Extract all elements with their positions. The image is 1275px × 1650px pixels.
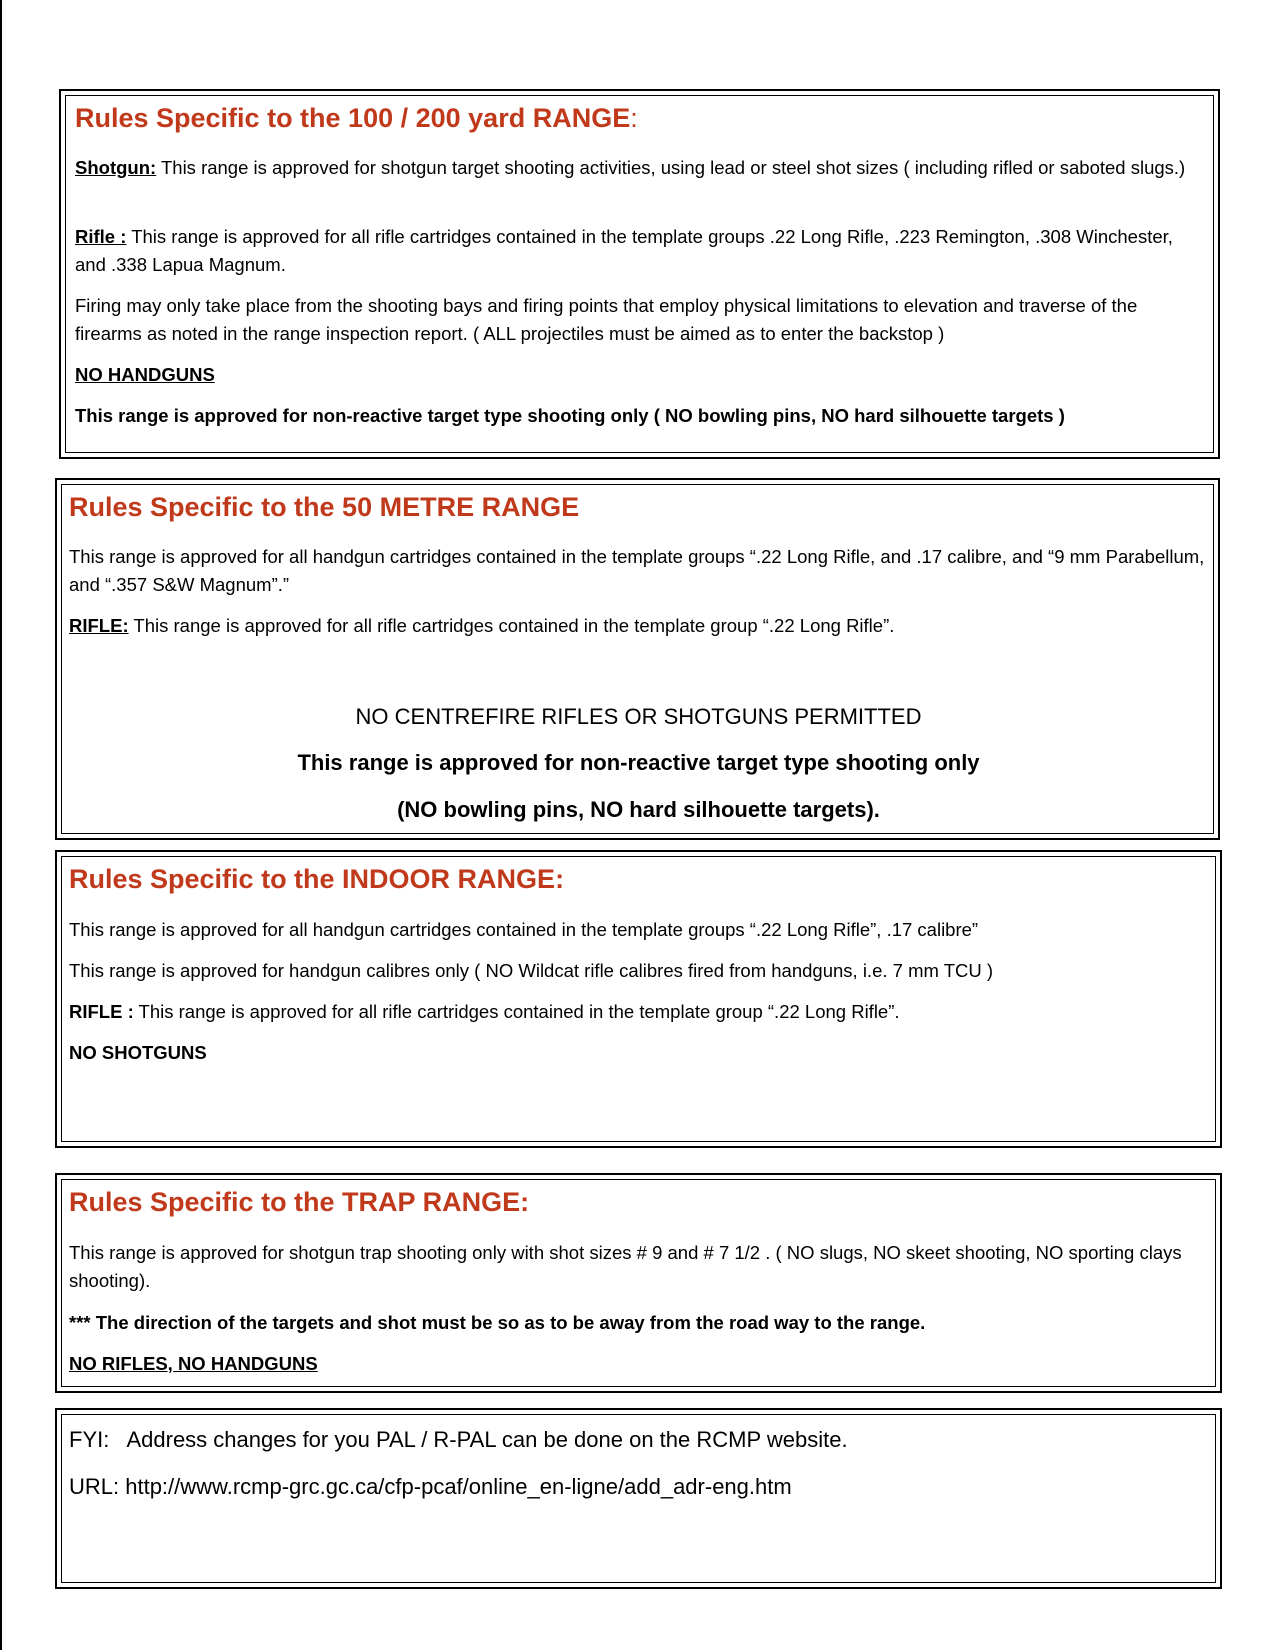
- section-title: Rules Specific to the 50 METRE RANGE: [69, 492, 580, 522]
- shotgun-rule: Shotgun: This range is approved for shotgun target shooting activities, using lead or steel shot sizes ( including rifled or saboted slugs.): [75, 157, 1186, 178]
- no-shotguns-note: NO SHOTGUNS: [69, 1042, 207, 1063]
- no-centrefire-note: NO CENTREFIRE RIFLES OR SHOTGUNS PERMITTED: [355, 704, 922, 729]
- fyi-line: FYI: Address changes for you PAL / R-PAL can be done on the RCMP website.: [69, 1427, 848, 1452]
- rcmp-url: URL: http://www.rcmp-grc.gc.ca/cfp-pcaf/online_en-ligne/add_adr-eng.htm: [69, 1474, 792, 1499]
- section-trap-range: [55, 1173, 1222, 1393]
- section-50-metre-range: [55, 478, 1220, 840]
- handgun-rule: This range is approved for all handgun cartridges contained in the template groups “.22 Long Rifle”, .17 calibre”: [69, 919, 979, 940]
- section-title: Rules Specific to the 100 / 200 yard RANGE:: [75, 103, 638, 133]
- nonreactive-note: This range is approved for non-reactive target type shooting only: [297, 750, 980, 775]
- section-100-200-yard-range: [59, 89, 1220, 459]
- section-title: Rules Specific to the INDOOR RANGE:: [69, 864, 565, 894]
- nonreactive-note-detail: (NO bowling pins, NO hard silhouette targets).: [397, 797, 880, 822]
- rifle-rule: Rifle : This range is approved for all rifle cartridges contained in the template groups .22 Long Rifle, .223 Remington, .308 Winchester, and .338 Lapua Magnum.: [75, 226, 1173, 275]
- handgun-rule: This range is approved for all handgun cartridges contained in the template groups “.22 Long Rifle, and .17 calibre, and “9 mm Parabellum, and “.357 S&W Magnum”.”: [69, 546, 1205, 595]
- section-title: Rules Specific to the TRAP RANGE:: [69, 1187, 530, 1217]
- trap-rule: This range is approved for shotgun trap shooting only with shot sizes # 9 and # 7 1/2 . ( NO slugs, NO skeet shooting, NO sporting clays shooting).: [69, 1242, 1182, 1291]
- nonreactive-note: This range is approved for non-reactive target type shooting only ( NO bowling pins, NO hard silhouette targets ): [75, 405, 1065, 426]
- page-left-edge: [0, 0, 2, 1650]
- fyi-label: FYI:: [69, 1427, 110, 1452]
- inner-border: [61, 484, 1214, 834]
- firing-rule: Firing may only take place from the shooting bays and firing points that employ physical limitations to elevation and traverse of the firearms as noted in the range inspection report. ( ALL projectiles must be aimed as to enter the backstop ): [75, 295, 1138, 344]
- rifle-rule: RIFLE : This range is approved for all rifle cartridges contained in the template group “.22 Long Rifle”.: [69, 1001, 900, 1022]
- section-indoor-range: [55, 850, 1222, 1148]
- no-handguns-note: NO HANDGUNS: [75, 364, 215, 385]
- calibres-rule: This range is approved for handgun calibres only ( NO Wildcat rifle calibres fired from handguns, i.e. 7 mm TCU ): [69, 960, 994, 981]
- rifle-rule: RIFLE: This range is approved for all rifle cartridges contained in the template group “.22 Long Rifle”.: [69, 615, 895, 636]
- section-fyi: [55, 1408, 1222, 1589]
- direction-note: *** The direction of the targets and shot must be so as to be away from the road way to the range.: [69, 1312, 926, 1333]
- no-rifles-handguns-note: NO RIFLES, NO HANDGUNS: [69, 1353, 318, 1374]
